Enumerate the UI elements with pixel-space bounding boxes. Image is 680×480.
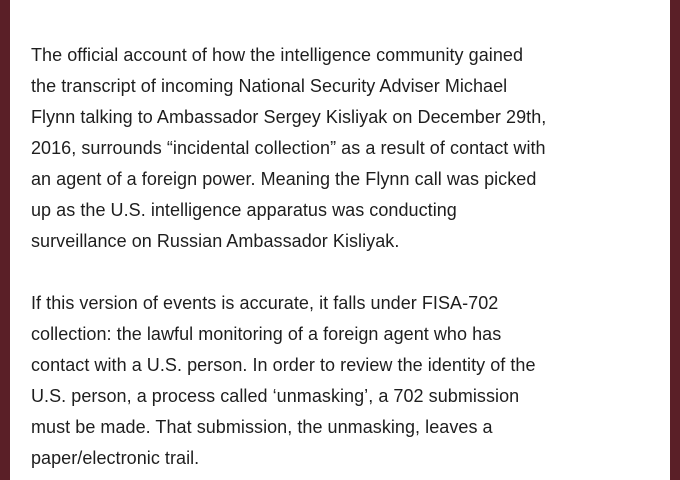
text-line: must be made. That submission, the unmasking, leaves a [31,417,493,437]
paragraph-1 [31,40,661,257]
text-line: The official account of how the intelligence community gained [31,45,524,65]
text-line: U.S. person, a process called ‘unmasking’, a 702 submission [31,386,520,406]
text-line: contact with a U.S. person. In order to review the identity of the [31,355,536,375]
text-line: collection: the lawful monitoring of a foreign agent who has [31,324,502,344]
text-line: 2016, surrounds “incidental collection” as a result of contact with [31,138,546,158]
text-line: up as the U.S. intelligence apparatus was conducting [31,200,457,220]
text-line: an agent of a foreign power. Meaning the Flynn call was picked [31,169,537,189]
text-line: surveillance on Russian Ambassador Kisliyak. [31,231,400,251]
text-line: the transcript of incoming National Security Adviser Michael [31,76,508,96]
document-page [10,0,670,480]
paragraph-2 [31,288,661,474]
text-line: Flynn talking to Ambassador Sergey Kisliyak on December 29th, [31,107,547,127]
text-line: If this version of events is accurate, it falls under FISA-702 [31,293,499,313]
text-line: paper/electronic trail. [31,448,200,468]
article-body [31,40,661,474]
